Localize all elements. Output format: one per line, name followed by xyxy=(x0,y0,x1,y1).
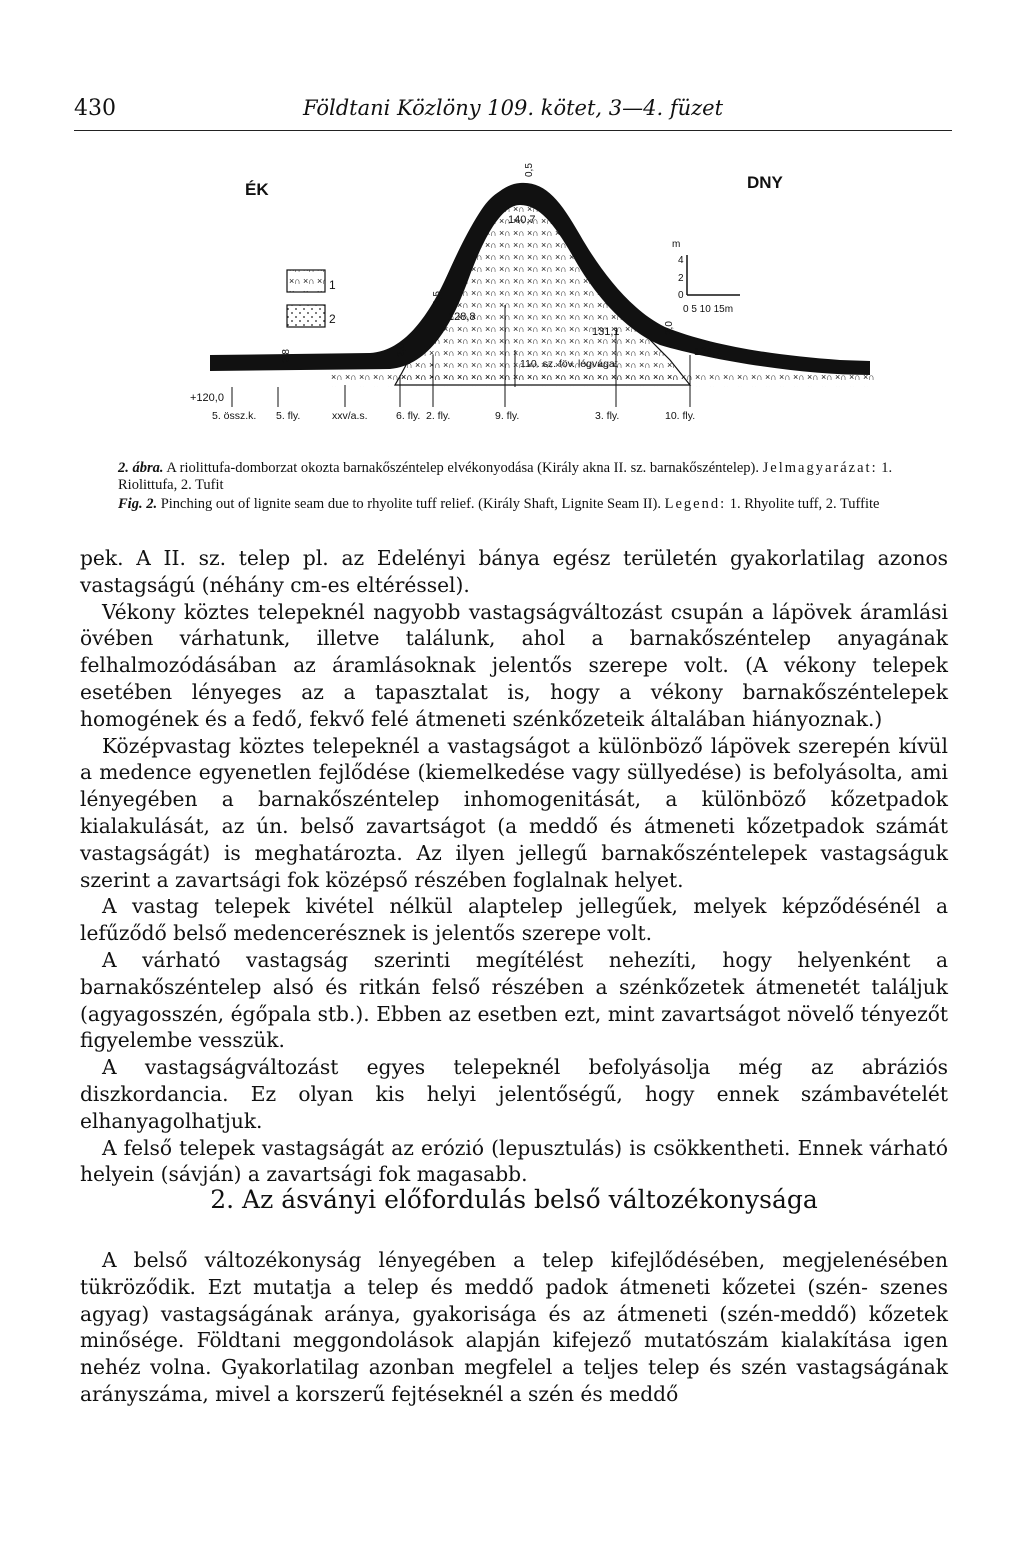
legend-label-1: 1 xyxy=(329,278,336,292)
label-1288: 128,8 xyxy=(448,311,476,323)
bottom-label-6: 9. fly. xyxy=(495,410,520,422)
legend-label-2: 2 xyxy=(329,312,336,326)
bottom-label-5: 2. fly. xyxy=(426,410,451,422)
paragraph-5: A várható vastagság szerinti megítélést nehezíti, hogy helyenként a barnakőszéntelep alsó és ritkán felső részében a szénkőzetek átmenetét találjuk (agyagosszén, égőpala stb.). Ebben az esetben ezt, mint zavartságot növelő tényezőt figyelembe vesszük. xyxy=(80,947,948,1053)
cross-section-diagram xyxy=(190,155,890,445)
paragraph-7: A felső telepek vastagságát az erózió (lepusztulás) is csökkentheti. Ennek várható helyein (sávján) a zavartsági fok magasabb. xyxy=(80,1135,948,1187)
page-header xyxy=(74,96,952,131)
section-heading: 2. Az ásványi előfordulás belső változékonysága xyxy=(210,1185,818,1214)
label-ek: ÉK xyxy=(245,180,269,199)
figure-caption-hu xyxy=(118,460,918,494)
scale-v4: 4 xyxy=(678,255,684,266)
label-1407: 140,7 xyxy=(508,214,536,226)
caption-en-legend-word: Legend: xyxy=(664,496,727,512)
figure-caption-en xyxy=(118,496,918,513)
label-1311: 131,1 xyxy=(592,326,620,338)
label-20b: 2,0 xyxy=(664,321,675,335)
bottom-label-3: xxv/a.s. xyxy=(332,410,368,422)
caption-hu-legend-word: Jelmagyarázat: xyxy=(762,460,878,476)
body-text-section xyxy=(80,1247,948,1408)
page-number: 430 xyxy=(74,96,116,121)
paragraph-6: A vastagságváltozást egyes telepeknél befolyásolja még az abráziós diszkordancia. Ez olyan kis helyi jelentőségű, hogy ennek számbavételét elhanyagolhatjuk. xyxy=(80,1055,948,1133)
label-05: 0,5 xyxy=(524,163,535,177)
body-text-main xyxy=(80,545,948,1188)
scale-h: 0 5 10 15m xyxy=(683,304,734,315)
caption-hu-lead: 2. ábra. xyxy=(118,460,164,476)
bottom-label-2: 5. fly. xyxy=(276,410,301,422)
section-paragraph-1: A belső változékonyság lényegében a telep kifejlődésében, megjelenésében tükröződik. Ezt mutatja a telep és meddő padok átmeneti kőzetei (szén- szenes agyag) vastagságának aránya, gyakorisága és az átmeneti (szén-meddő) kőzetek minősége. Földtani meggondolások alapján kifejező mutatószám kialakítása igen nehéz volna. Gyakorlatilag azonban megfelel a teljes telep és szén vastagságának arányszáma, mivel a korszerű fejtéseknél a szén és meddő xyxy=(80,1248,948,1406)
caption-en-text: Pinching out of lignite seam due to rhyolite tuff relief. (Király Shaft, Lignite Seam II). xyxy=(160,496,661,512)
caption-hu-legend: 1. Riolittufa, 2. Tufit xyxy=(118,460,893,493)
paragraph-3: Középvastag köztes telepeknél a vastagságot a különböző lápövek szerepén kívül a medence egyenetlen fejlődése (kiemelkedése vagy süllyedése) is befolyásolta, ami lényegében a barnakőszéntelep inhomogenitását, a különböző kőzetpadok kialakulását, az ún. belső zavartságot (a meddő és átmeneti kőzetpadok számát vastagságát) is meghatározta. Az ilyen jellegű barnakőszéntelepek vastagságuk szerint a zavartsági fok középső részében foglalnak helyet. xyxy=(80,733,948,892)
paragraph-1: pek. A II. sz. telep pl. az Edelényi bánya egész területén gyakorlatilag azonos vastagságú (néhány cm-es eltéréssel). xyxy=(80,546,948,597)
label-20a: 2,0 xyxy=(396,343,407,357)
paragraph-2: Vékony köztes telepeknél nagyobb vastagságváltozást csupán a lápövek áramlási övében várhatunk, illetve találunk, ahol a barnakőszéntelep anyagának felhalmozódásában az áramlásoknak jelentős szerepe volt. (A vékony telepek esetében lényeges az a tapasztalat is, hogy a vékony barnakőszéntelepek homogének és a fedő, fekvő felé átmeneti szénkőzeteik általában hiányoznak.) xyxy=(80,599,948,731)
label-1247: 124,7 xyxy=(694,346,722,358)
label-1200: +120,0 xyxy=(190,392,224,404)
scale-v2: 2 xyxy=(678,273,684,284)
basal-tuff-band xyxy=(330,373,875,387)
scale-v0: 0 xyxy=(678,290,684,301)
legend-box-tuffite xyxy=(287,305,325,327)
cross-section-figure xyxy=(190,155,890,445)
caption-en-lead: Fig. 2. xyxy=(118,496,158,512)
bottom-label-7: 3. fly. xyxy=(595,410,620,422)
paragraph-4: A vastag telepek kivétel nélkül alaptelep jellegűek, melyek képződésénél a lefűződő belső medencerésznek is jelentős szerepe volt. xyxy=(80,894,948,946)
gallery-label: 110. sz. föv. légvágat xyxy=(520,358,618,370)
label-28: 2,8 xyxy=(281,349,292,363)
caption-en-legend: 1. Rhyolite tuff, 2. Tuffite xyxy=(729,496,880,512)
caption-hu-text: A riolittufa-domborzat okozta barnakőszéntelep elvékonyodása (Király akna II. sz. barnakőszéntelep). xyxy=(166,460,760,476)
running-title: Földtani Közlöny 109. kötet, 3—4. füzet xyxy=(302,96,724,120)
tuff-dome xyxy=(395,187,690,385)
scale-unit: m xyxy=(672,239,681,250)
legend-box-tuff xyxy=(287,270,325,292)
label-15: 1,5 xyxy=(432,291,443,305)
bottom-label-8: 10. fly. xyxy=(665,410,696,422)
bottom-label-4: 6. fly. xyxy=(396,410,421,422)
label-dny: DNY xyxy=(747,173,783,192)
bottom-label-1: 5. össz.k. xyxy=(212,410,257,422)
